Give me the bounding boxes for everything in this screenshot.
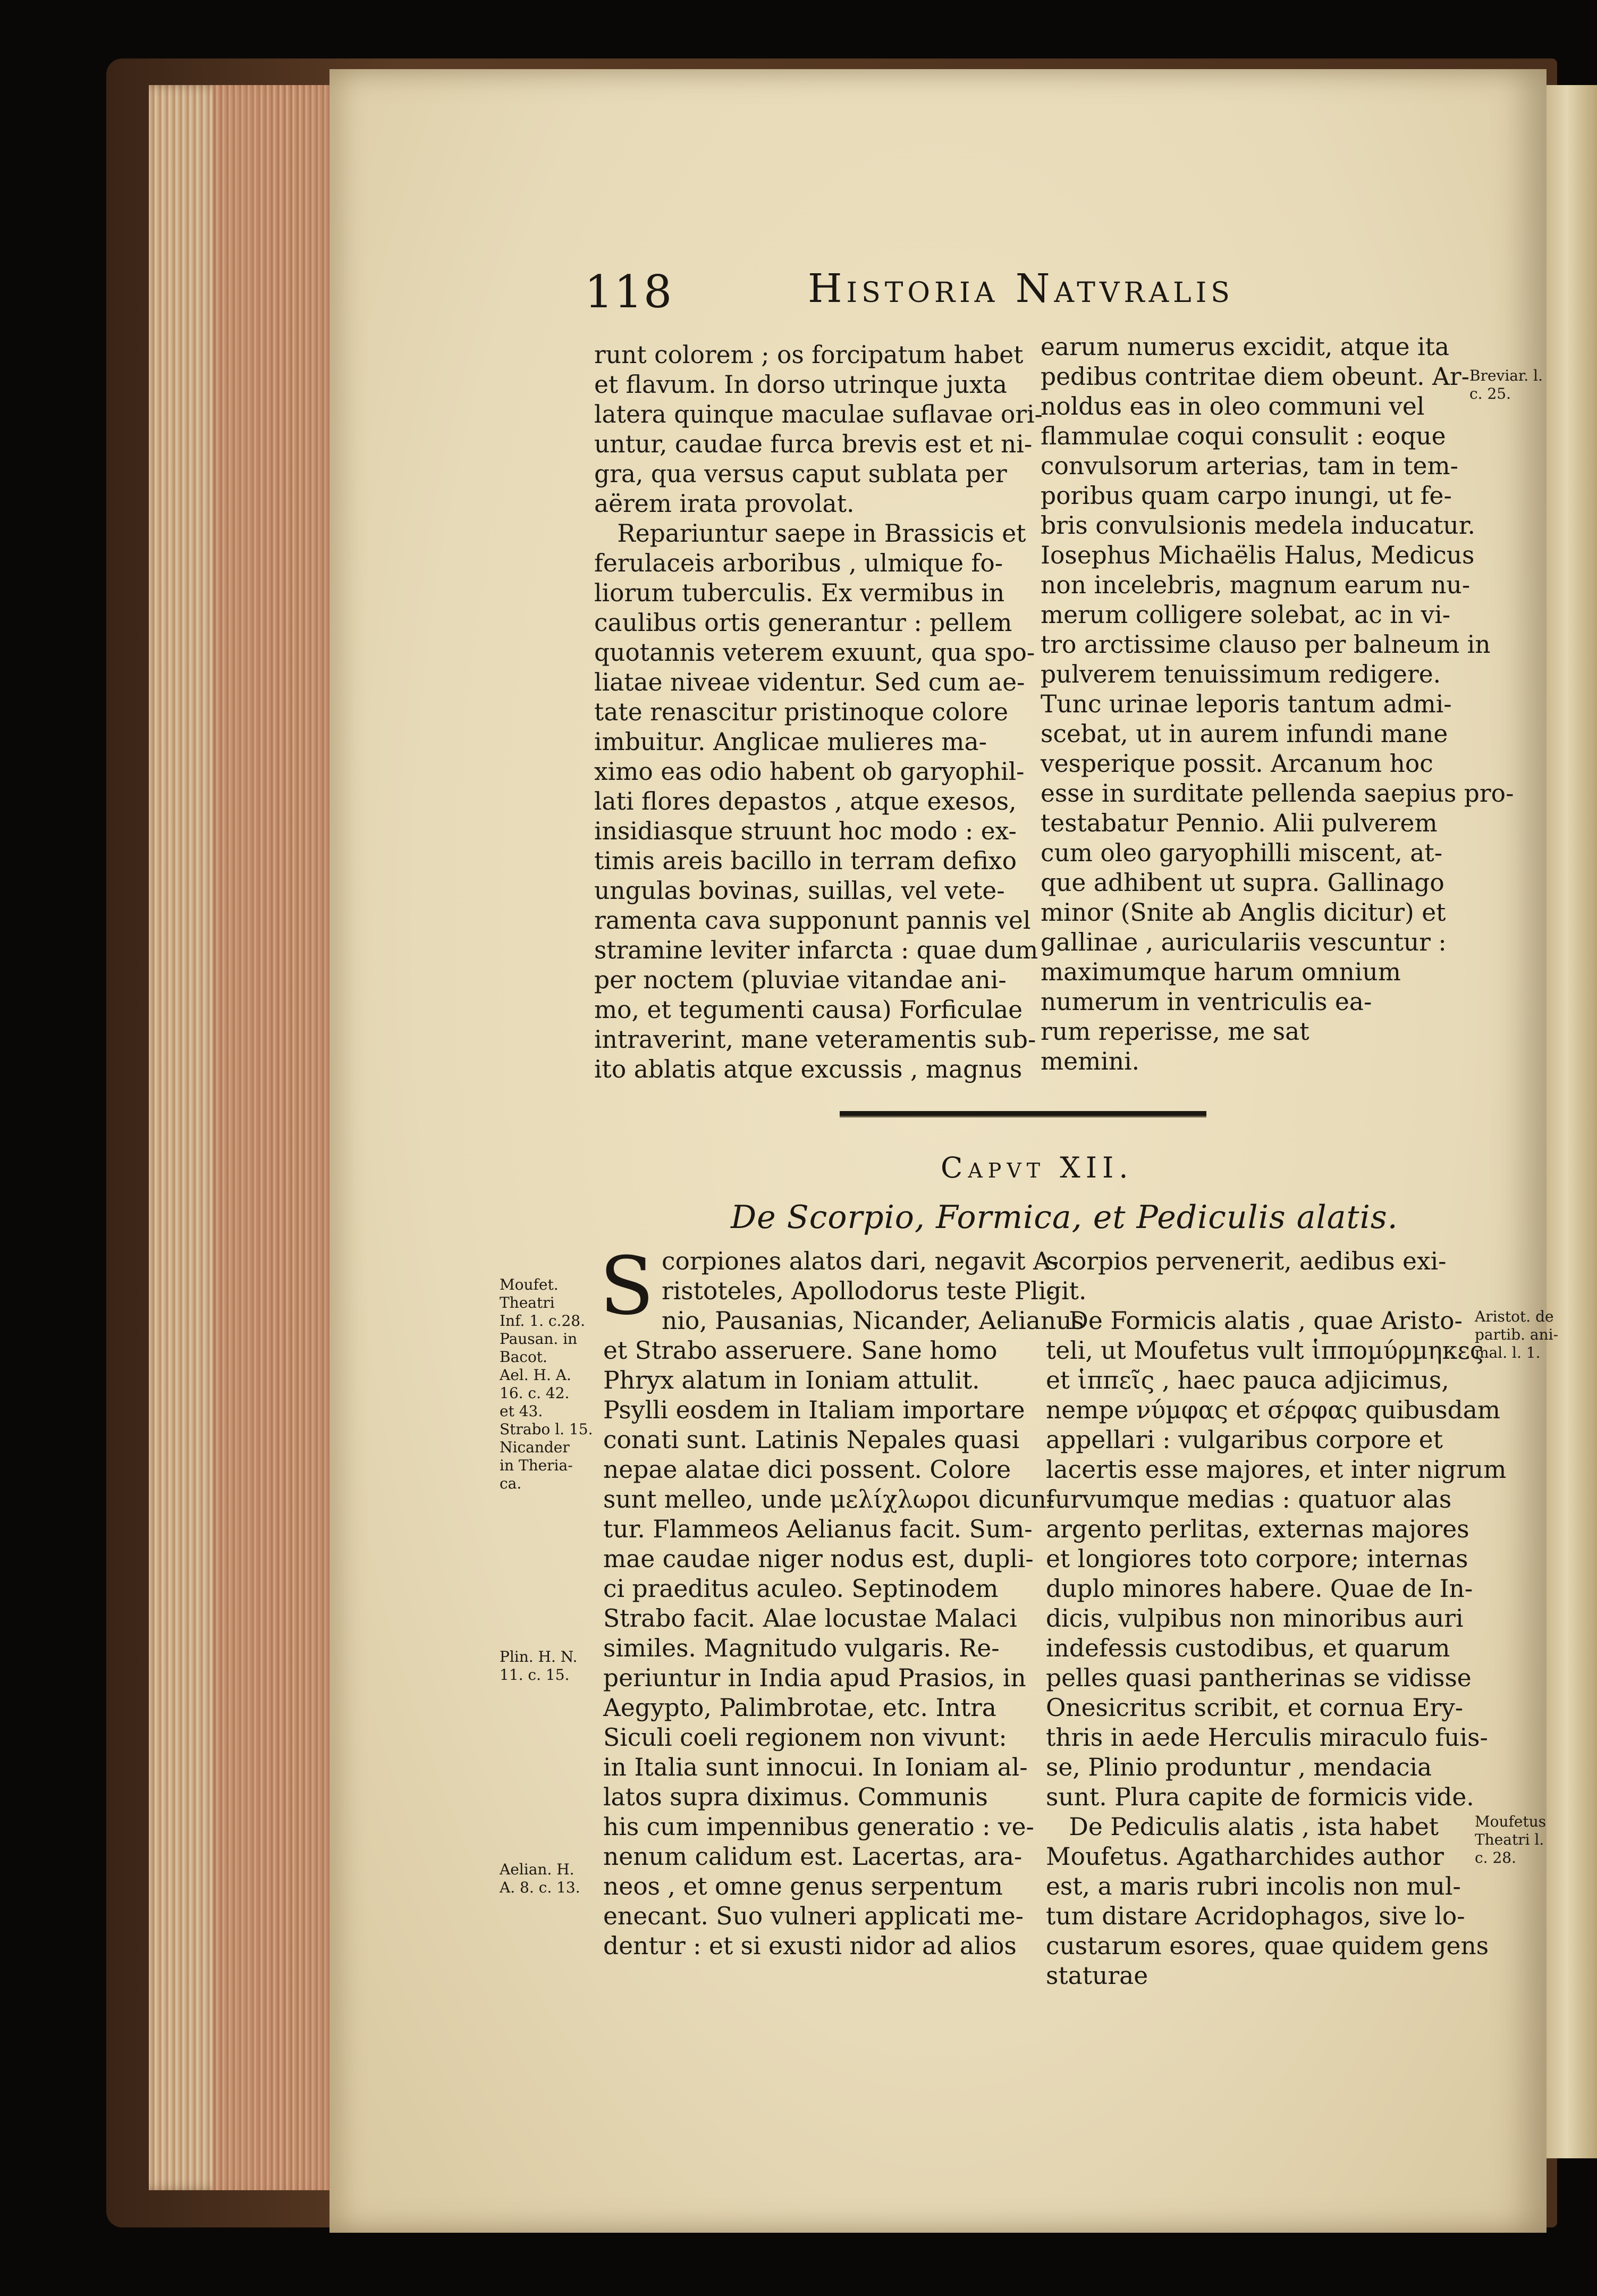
text-line: timis areis bacillo in terram defixo xyxy=(594,847,1017,875)
text-line: scorpios pervenerit, aedibus exi- xyxy=(1046,1247,1447,1275)
text-line: vesperique possit. Arcanum hoc xyxy=(1041,750,1433,778)
text-line: insidiasque struunt hoc modo : ex- xyxy=(594,817,1017,845)
text-line: thris in aede Herculis miraculo fuis- xyxy=(1046,1723,1488,1752)
text-line: duplo minores habere. Quae de In- xyxy=(1046,1575,1473,1603)
text-line: staturae xyxy=(1046,1962,1148,1990)
text-line: nempe νύµφας et σέρφας quibusdam xyxy=(1046,1396,1501,1424)
text-line: convulsorum arterias, tam in tem- xyxy=(1041,452,1459,480)
text-line: imbuitur. Anglicae mulieres ma- xyxy=(594,728,987,756)
text-line: numerum in ventriculis ea- xyxy=(1041,988,1372,1016)
text-line: Inf. 1. c.28. xyxy=(500,1312,585,1330)
text-line: sunt. Plura capite de formicis vide. xyxy=(1046,1783,1474,1811)
margin-note-aelian xyxy=(500,1861,580,1897)
text-line: que adhibent ut supra. Gallinago xyxy=(1041,869,1444,897)
text-line: argento perlitas, externas majores xyxy=(1046,1515,1469,1543)
text-line: 11. c. 15. xyxy=(500,1666,570,1684)
text-line: sunt melleo, unde μελίχλωροι dicun- xyxy=(603,1485,1055,1513)
column-bottom-right xyxy=(1046,1247,1506,1991)
text-line: neos , et omne genus serpentum xyxy=(603,1872,1003,1900)
text-line: pedibus contritae diem obeunt. Ar- xyxy=(1041,363,1470,391)
text-line: scebat, ut in aurem infundi mane xyxy=(1041,720,1448,748)
text-line: conati sunt. Latinis Nepales quasi xyxy=(603,1426,1020,1454)
text-line: bris convulsionis medela inducatur. xyxy=(1041,511,1475,540)
text-line: Psylli eosdem in Italiam importare xyxy=(603,1396,1025,1424)
text-line: Pausan. in xyxy=(500,1330,578,1348)
text-line: ramenta cava supponunt pannis vel xyxy=(594,906,1031,935)
text-line: tum distare Acridophagos, sive lo- xyxy=(1046,1902,1465,1930)
text-line: De Formicis alatis , quae Aristo- xyxy=(1046,1307,1463,1335)
text-line: non incelebris, magnum earum nu- xyxy=(1041,571,1471,599)
text-line: est, a maris rubri incolis non mul- xyxy=(1046,1872,1461,1900)
running-header xyxy=(585,266,1329,330)
text-line: partib. ani- xyxy=(1475,1326,1559,1343)
text-line: poribus quam carpo inungi, ut fe- xyxy=(1041,482,1452,510)
text-line: Moufetus xyxy=(1475,1813,1547,1830)
text-line: caulibus ortis generantur : pellem xyxy=(594,609,1012,637)
text-line: per noctem (pluviae vitandae ani- xyxy=(594,966,1007,994)
text-line: Tunc urinae leporis tantum admi- xyxy=(1041,690,1452,718)
text-line: intraverint, mane veteramentis sub- xyxy=(594,1025,1036,1054)
text-line: Ael. H. A. xyxy=(500,1366,571,1384)
page-edges-red xyxy=(213,85,329,2190)
text-line: tro arctissime clauso per balneum in xyxy=(1041,630,1491,659)
margin-note-plin xyxy=(500,1648,577,1684)
text-line: et ἱππεῖς , haec pauca adjicimus, xyxy=(1046,1366,1449,1394)
text-line: Theatri xyxy=(500,1294,555,1311)
drop-cap: S xyxy=(599,1240,654,1333)
text-line: Plin. H. N. xyxy=(500,1648,578,1666)
column-bottom-left xyxy=(603,1336,1054,1961)
text-line: et longiores toto corpore; internas xyxy=(1046,1545,1468,1573)
text-line: gra, qua versus caput sublata per xyxy=(594,460,1007,488)
text-line: in Theria- xyxy=(500,1457,573,1474)
text-line: nio, Pausanias, Nicander, Aelianus xyxy=(662,1307,1084,1335)
margin-note-moufetus xyxy=(1475,1813,1546,1867)
text-line: Theatri l. xyxy=(1475,1831,1544,1848)
text-line: pelles quasi pantherinas se vidisse xyxy=(1046,1664,1472,1692)
text-line: Bacot. xyxy=(500,1348,547,1366)
text-line: lati flores depastos , atque exesos, xyxy=(594,787,1017,815)
text-line: Strabo facit. Alae locustae Malaci xyxy=(603,1604,1017,1633)
text-line: git. xyxy=(1046,1277,1087,1305)
text-line: flammulae coqui consulit : eoque xyxy=(1041,422,1446,450)
text-line: Moufetus. Agatharchides author xyxy=(1046,1843,1444,1871)
text-line: ristoteles, Apollodorus teste Pli- xyxy=(662,1277,1054,1305)
text-line: mo, et tegumenti causa) Forficulae xyxy=(594,996,1023,1024)
text-line: cum oleo garyophilli miscent, at- xyxy=(1041,839,1443,867)
text-line: untur, caudae furca brevis est et ni- xyxy=(594,430,1033,458)
column-top-right xyxy=(1041,332,1514,1076)
text-line: 16. c. 42. xyxy=(500,1384,570,1402)
text-line: testabatur Pennio. Alii pulverem xyxy=(1041,809,1438,837)
text-line: teli, ut Moufetus vult ἱπποµύρµηκες xyxy=(1046,1336,1484,1365)
facing-page-edge xyxy=(1547,85,1597,2158)
text-line: runt colorem ; os forcipatum habet xyxy=(594,341,1024,369)
text-line: et flavum. In dorso utrinque juxta xyxy=(594,371,1007,399)
text-line: appellari : vulgaribus corpore et xyxy=(1046,1426,1443,1454)
text-line: Phryx alatum in Ioniam attulit. xyxy=(603,1366,980,1394)
text-line: Siculi coeli regionem non vivunt: xyxy=(603,1723,1007,1752)
chapter-rule xyxy=(840,1111,1206,1117)
text-line: ungulas bovinas, suillas, vel vete- xyxy=(594,877,1005,905)
text-line: ximo eas odio habent ob garyophil- xyxy=(594,758,1025,786)
margin-note-aristot xyxy=(1475,1308,1558,1362)
text-line: corpiones alatos dari, negavit A- xyxy=(662,1247,1059,1275)
text-line: his cum impennibus generatio : ve- xyxy=(603,1813,1034,1841)
text-line: Nicander xyxy=(500,1439,570,1456)
text-line: Repariuntur saepe in Brassicis et xyxy=(594,519,1026,548)
text-line: Onesicritus scribit, et cornua Ery- xyxy=(1046,1694,1464,1722)
text-line: rum reperisse, me sat xyxy=(1041,1017,1309,1046)
text-line: Aristot. de xyxy=(1475,1308,1554,1325)
text-line: nepae alatae dici possent. Colore xyxy=(603,1456,1011,1484)
text-line: merum colligere solebat, ac in vi- xyxy=(1041,601,1451,629)
text-line: ito ablatis atque excussis , magnus xyxy=(594,1055,1023,1083)
column-bottom-left-lead xyxy=(662,1247,1084,1336)
text-line: enecant. Suo vulneri applicati me- xyxy=(603,1902,1024,1930)
text-line: custarum esores, quae quidem gens xyxy=(1046,1932,1489,1960)
text-line: ci praeditus aculeo. Septinodem xyxy=(603,1575,999,1603)
text-line: Aelian. H. xyxy=(500,1861,574,1878)
text-line: et Strabo asseruere. Sane homo xyxy=(603,1336,998,1365)
text-line: se, Plinio produntur , mendacia xyxy=(1046,1753,1432,1781)
text-line: mae caudae niger nodus est, dupli- xyxy=(603,1545,1034,1573)
text-line: indefessis custodibus, et quarum xyxy=(1046,1634,1450,1662)
text-line: earum numerus excidit, atque ita xyxy=(1041,333,1449,361)
text-line: liorum tuberculis. Ex vermibus in xyxy=(594,579,1005,607)
text-line: Moufet. xyxy=(500,1276,559,1293)
text-line: pulverem tenuissimum redigere. xyxy=(1041,660,1441,688)
text-line: dentur : et si exusti nidor ad alios xyxy=(603,1932,1017,1960)
text-line: c. 28. xyxy=(1475,1849,1517,1866)
text-line: latera quinque maculae suflavae ori- xyxy=(594,400,1043,428)
text-line: gallinae , auriculariis vescuntur : xyxy=(1041,928,1447,956)
text-line: et 43. xyxy=(500,1402,543,1420)
text-line: dicis, vulpibus non minoribus auri xyxy=(1046,1604,1464,1633)
column-top-left xyxy=(594,340,1043,1084)
text-line: memini. xyxy=(1041,1047,1140,1075)
text-line: latos supra diximus. Communis xyxy=(603,1783,988,1811)
text-line: tur. Flammeos Aelianus facit. Sum- xyxy=(603,1515,1033,1543)
text-line: furvumque medias : quatuor alas xyxy=(1046,1485,1452,1513)
text-line: maximumque harum omnium xyxy=(1041,958,1401,986)
text-line: nenum calidum est. Lacertas, ara- xyxy=(603,1843,1023,1871)
text-line: tate renascitur pristinoque colore xyxy=(594,698,1009,726)
margin-note-moufet xyxy=(500,1276,593,1493)
text-line: similes. Magnitudo vulgaris. Re- xyxy=(603,1634,1000,1662)
text-line: aërem irata provolat. xyxy=(594,490,855,518)
text-line: ferulaceis arboribus , ulmique fo- xyxy=(594,549,1003,577)
text-line: in Italia sunt innocui. In Ioniam al- xyxy=(603,1753,1028,1781)
text-line: mal. l. 1. xyxy=(1475,1344,1541,1361)
text-line: liatae niveae videntur. Sed cum ae- xyxy=(594,668,1025,696)
text-line: noldus eas in oleo communi vel xyxy=(1041,392,1425,420)
margin-note-breviar xyxy=(1469,367,1543,403)
text-line: lacertis esse majores, et inter nigrum xyxy=(1046,1456,1507,1484)
text-line: quotannis veterem exuunt, qua spo- xyxy=(594,638,1035,667)
text-line: Aegypto, Palimbrotae, etc. Intra xyxy=(603,1694,996,1722)
running-title: Historia Natvralis xyxy=(808,266,1234,312)
text-line: periuntur in India apud Prasios, in xyxy=(603,1664,1026,1692)
text-line: Strabo l. 15. xyxy=(500,1420,593,1438)
chapter-subtitle: De Scorpio, Formica, et Pediculis alatis. xyxy=(731,1199,1398,1236)
chapter-heading: Capvt XII. xyxy=(941,1151,1134,1184)
text-line: De Pediculis alatis , ista habet xyxy=(1046,1813,1439,1841)
text-line: ca. xyxy=(500,1475,522,1492)
text-line: stramine leviter infarcta : quae dum xyxy=(594,936,1038,964)
text-line: Iosephus Michaëlis Halus, Medicus xyxy=(1041,541,1475,569)
text-line: c. 25. xyxy=(1469,385,1511,402)
text-line: Breviar. l. xyxy=(1469,367,1543,384)
text-line: esse in surditate pellenda saepius pro- xyxy=(1041,779,1514,808)
text-line: minor (Snite ab Anglis dicitur) et xyxy=(1041,898,1446,927)
page-number: 118 xyxy=(585,266,673,318)
text-line: A. 8. c. 13. xyxy=(500,1879,580,1896)
